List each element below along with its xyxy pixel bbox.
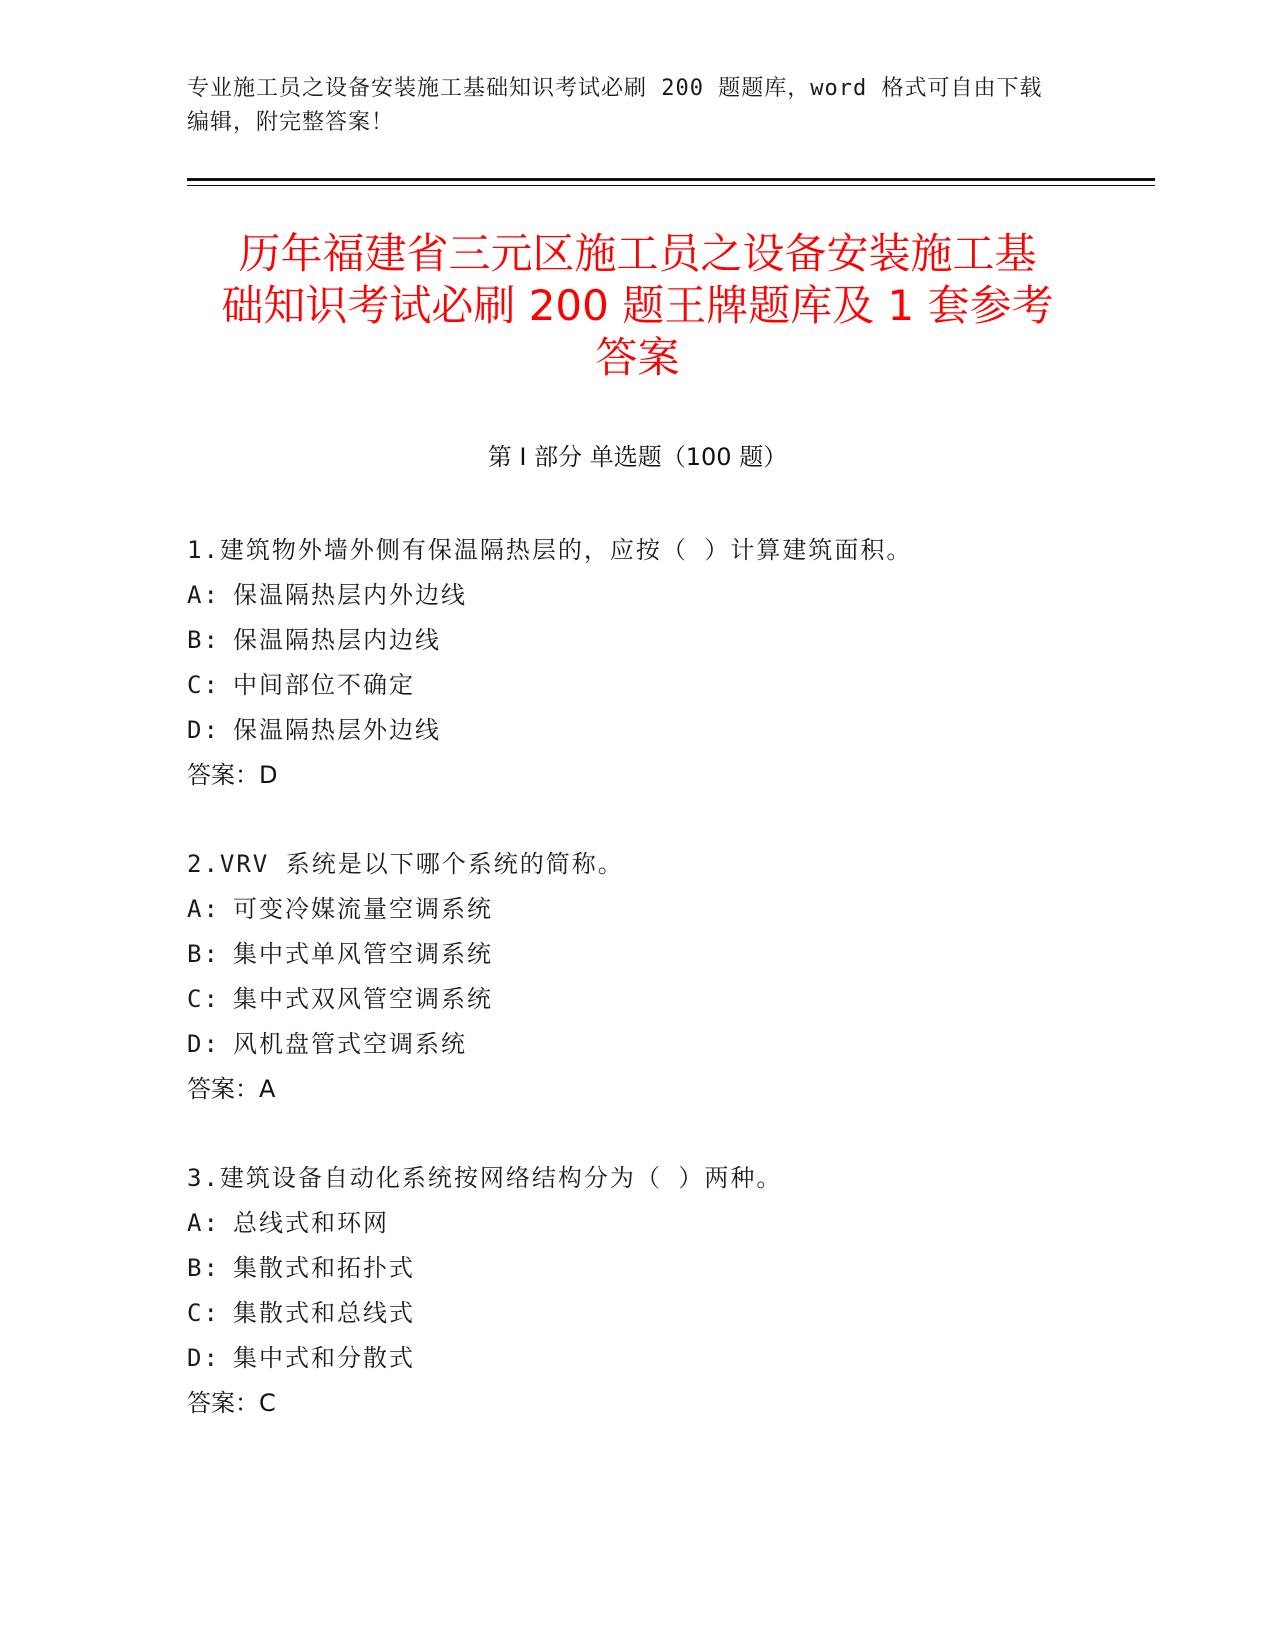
option-c — [187, 977, 1137, 1022]
option-text: 总线式和环网 — [233, 1209, 389, 1237]
option-key: A: — [187, 581, 220, 609]
option-text: 集中式和分散式 — [233, 1344, 415, 1372]
option-text: 集中式双风管空调系统 — [233, 985, 493, 1013]
document-title-line-2: 础知识考试必刷 200 题王牌题库及 1 套参考 — [221, 281, 1054, 330]
question-stem: 3.建筑设备自动化系统按网络结构分为（ ）两种。 — [187, 1164, 783, 1192]
question-stem: 1.建筑物外墙外侧有保温隔热层的，应按（ ）计算建筑面积。 — [187, 536, 913, 564]
option-a — [187, 573, 1137, 618]
option-text: 中间部位不确定 — [233, 671, 415, 699]
option-b — [187, 932, 1137, 977]
header-rule-thick — [187, 178, 1155, 181]
option-key: A: — [187, 895, 220, 923]
option-b — [187, 1246, 1137, 1291]
option-text: 风机盘管式空调系统 — [233, 1030, 467, 1058]
option-text: 集散式和拓扑式 — [233, 1254, 415, 1282]
question-item — [187, 842, 1137, 1112]
section-heading: 第 I 部分 单选题（100 题） — [487, 443, 788, 471]
option-key: A: — [187, 1209, 220, 1237]
option-text: 保温隔热层内边线 — [233, 626, 441, 654]
option-key: D: — [187, 716, 220, 744]
option-a — [187, 1201, 1137, 1246]
document-title-line-3: 答案 — [595, 333, 680, 382]
header-note — [187, 72, 1077, 140]
question-list — [187, 528, 1137, 1470]
option-key: B: — [187, 626, 220, 654]
header-note-line-1: 专业施工员之设备安装施工基础知识考试必刷 200 题题库，word 格式可自由下载 — [187, 76, 1043, 101]
document-title — [170, 228, 1105, 384]
option-key: B: — [187, 940, 220, 968]
option-d — [187, 708, 1137, 753]
option-c — [187, 663, 1137, 708]
option-text: 保温隔热层外边线 — [233, 716, 441, 744]
option-a — [187, 887, 1137, 932]
option-key: C: — [187, 1299, 220, 1327]
option-key: B: — [187, 1254, 220, 1282]
question-item — [187, 528, 1137, 798]
option-text: 可变冷媒流量空调系统 — [233, 895, 493, 923]
document-title-line-1: 历年福建省三元区施工员之设备安装施工基 — [238, 229, 1037, 278]
option-text: 保温隔热层内外边线 — [233, 581, 467, 609]
option-c — [187, 1291, 1137, 1336]
option-text: 集散式和总线式 — [233, 1299, 415, 1327]
option-d — [187, 1022, 1137, 1067]
option-d — [187, 1336, 1137, 1381]
answer-line: 答案：D — [187, 761, 278, 789]
question-item — [187, 1156, 1137, 1426]
header-note-line-2: 编辑，附完整答案！ — [187, 110, 395, 135]
option-key: D: — [187, 1030, 220, 1058]
option-key: C: — [187, 671, 220, 699]
answer-line: 答案：A — [187, 1075, 276, 1103]
option-b — [187, 618, 1137, 663]
question-stem: 2.VRV 系统是以下哪个系统的简称。 — [187, 850, 624, 878]
header-rule-thin — [187, 185, 1155, 186]
answer-line: 答案：C — [187, 1389, 276, 1417]
option-text: 集中式单风管空调系统 — [233, 940, 493, 968]
option-key: D: — [187, 1344, 220, 1372]
option-key: C: — [187, 985, 220, 1013]
